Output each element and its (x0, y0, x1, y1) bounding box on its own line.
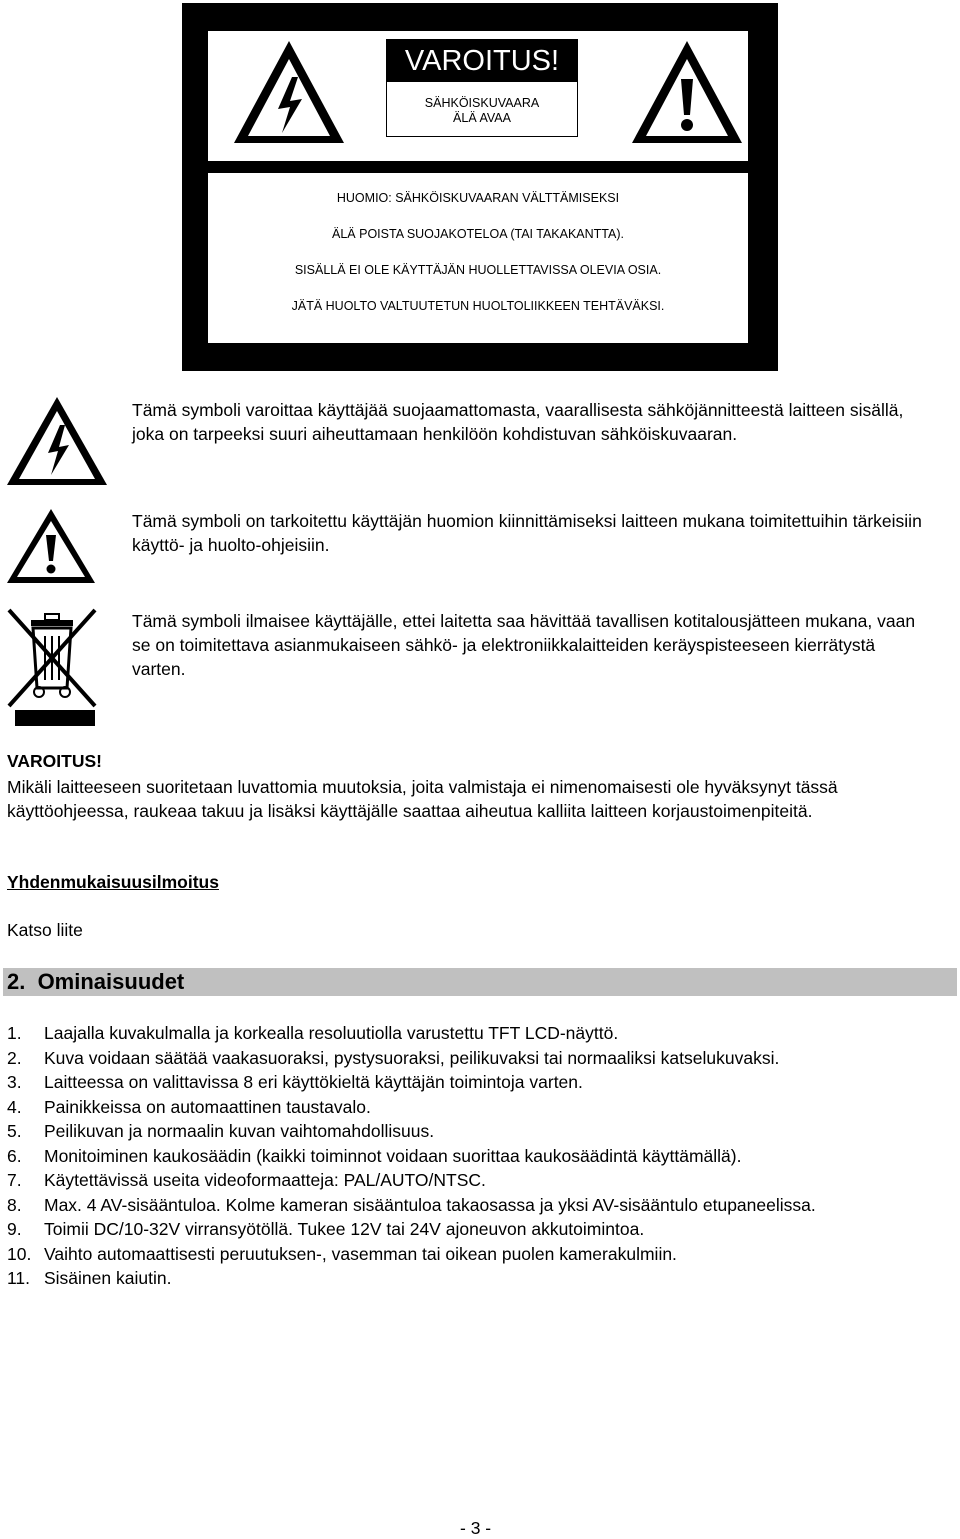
list-item-text: Käytettävissä useita videoformaatteja: PAL/AUTO/NTSC. (44, 1170, 486, 1190)
list-item (7, 1021, 952, 1046)
conformity-heading: Yhdenmukaisuusilmoitus (7, 872, 219, 892)
list-item-text: Laitteessa on valittavissa 8 eri käyttökieltä käyttäjän toimintoja varten. (44, 1072, 583, 1092)
list-item-number: 9. (7, 1219, 22, 1239)
crossed-bin-icon (5, 606, 99, 728)
list-item-text: Peilikuvan ja normaalin kuvan vaihtomahdollisuus. (44, 1121, 435, 1141)
warning2-text: Mikäli laitteeseen suoritetaan luvattomia muutoksia, joita valmistaja ei nimenomaisesti ole hyväksynyt tässä käyttöohjeessa, raukeaa takuu ja lisäksi käyttäjälle saattaa aiheutua kalliita laitteen korjaustoimenpiteitä. (7, 777, 838, 821)
list-item-text: Max. 4 AV-sisääntuloa. Kolme kameran sisääntuloa takaosassa ja yksi AV-sisääntulo etupaneelissa. (44, 1194, 816, 1215)
exclamation-warning-icon (5, 507, 97, 585)
warning-line-1: HUOMIO: SÄHKÖISKUVAARAN VÄLTTÄMISEKSI (336, 191, 620, 205)
list-item-number: 6. (7, 1145, 22, 1166)
warning-line-2: ÄLÄ POISTA SUOJAKOTELOA (TAI TAKAKANTTA). (332, 227, 624, 241)
conformity-text: Katso liite (7, 920, 83, 940)
list-item (7, 1168, 952, 1193)
warning-title-box (386, 39, 578, 137)
list-item (7, 1217, 952, 1242)
lightning-warning-icon (230, 37, 348, 149)
list-item-text: Sisäinen kaiutin. (44, 1268, 172, 1288)
warning-line-4: JÄTÄ HUOLTO VALTUUTETUN HUOLTOLIIKKEEN TEHTÄVÄKSI. (291, 299, 665, 313)
list-item-text: Painikkeissa on automaattinen taustavalo. (44, 1096, 371, 1117)
warning-subtitle-line1: SÄHKÖISKUVAARA (424, 96, 540, 110)
list-item-text: Monitoiminen kaukosäädin (kaikki toiminnot voidaan suorittaa kaukosäädintä käyttämällä). (44, 1145, 742, 1166)
list-item-text: Vaihto automaattisesti peruutuksen-, vasemman tai oikean puolen kamerakulmiin. (44, 1243, 677, 1264)
warning-subtitle (387, 96, 577, 126)
warning-title: VAROITUS! (387, 40, 577, 82)
list-item-number: 2. (7, 1047, 22, 1068)
warning-subtitle-line2: ÄLÄ AVAA (453, 111, 511, 125)
list-item (7, 1266, 952, 1291)
lightning-warning-icon (5, 395, 109, 487)
features-list (7, 1021, 952, 1291)
section-title: 2. Ominaisuudet (7, 969, 185, 994)
warning2-title: VAROITUS! (7, 751, 102, 771)
symbol-text-lightning: Tämä symboli varoittaa käyttäjää suojaamattomasta, vaarallisesta sähköjännitteestä laitteen sisällä, joka on tarpeeksi suuri aiheuttamaan henkilöön kohdistuvan sähköiskuvaaran. (132, 400, 904, 444)
list-item (7, 1095, 952, 1120)
symbol-text-exclamation: Tämä symboli on tarkoitettu käyttäjän huomion kiinnittämiseksi laitteen mukana toimitettuihin tärkeisiin käyttö- ja huolto-ohjeisiin. (132, 511, 922, 555)
exclamation-warning-icon (628, 37, 746, 149)
list-item-number: 8. (7, 1194, 22, 1215)
warning-label-top (208, 31, 748, 161)
warning-label-text (208, 173, 748, 343)
list-item-text: Kuva voidaan säätää vaakasuoraksi, pystysuoraksi, peilikuvaksi tai normaaliksi katselukuvaksi. (44, 1047, 780, 1068)
list-item (7, 1046, 952, 1071)
list-item-number: 4. (7, 1096, 22, 1117)
list-item (7, 1242, 952, 1267)
list-item (7, 1070, 952, 1095)
list-item (7, 1193, 952, 1218)
list-item-number: 5. (7, 1121, 22, 1141)
list-item (7, 1119, 952, 1144)
list-item-number: 10. (7, 1243, 32, 1264)
section-heading-bar (3, 968, 957, 996)
page-number: - 3 - (460, 1518, 492, 1538)
list-item-text: Toimii DC/10-32V virransyötöllä. Tukee 12V tai 24V ajoneuvon akkutoimintoa. (44, 1219, 645, 1239)
list-item-number: 1. (7, 1023, 22, 1043)
list-item-text: Laajalla kuvakulmalla ja korkealla resoluutiolla varustettu TFT LCD-näyttö. (44, 1023, 619, 1043)
list-item-number: 7. (7, 1170, 22, 1190)
list-item (7, 1144, 952, 1169)
warning-line-3: SISÄLLÄ EI OLE KÄYTTÄJÄN HUOLLETTAVISSA OLEVIA OSIA. (294, 263, 662, 277)
list-item-number: 3. (7, 1072, 22, 1092)
warning-label (182, 3, 778, 371)
list-item-number: 11. (7, 1268, 31, 1288)
symbol-text-bin: Tämä symboli ilmaisee käyttäjälle, ettei laitetta saa hävittää tavallisen kotitalousjätteen mukana, vaan se on toimitettava asianmukaiseen sähkö- ja elektroniikkalaitteiden keräyspisteeseen kierrätystä varten. (132, 611, 916, 679)
